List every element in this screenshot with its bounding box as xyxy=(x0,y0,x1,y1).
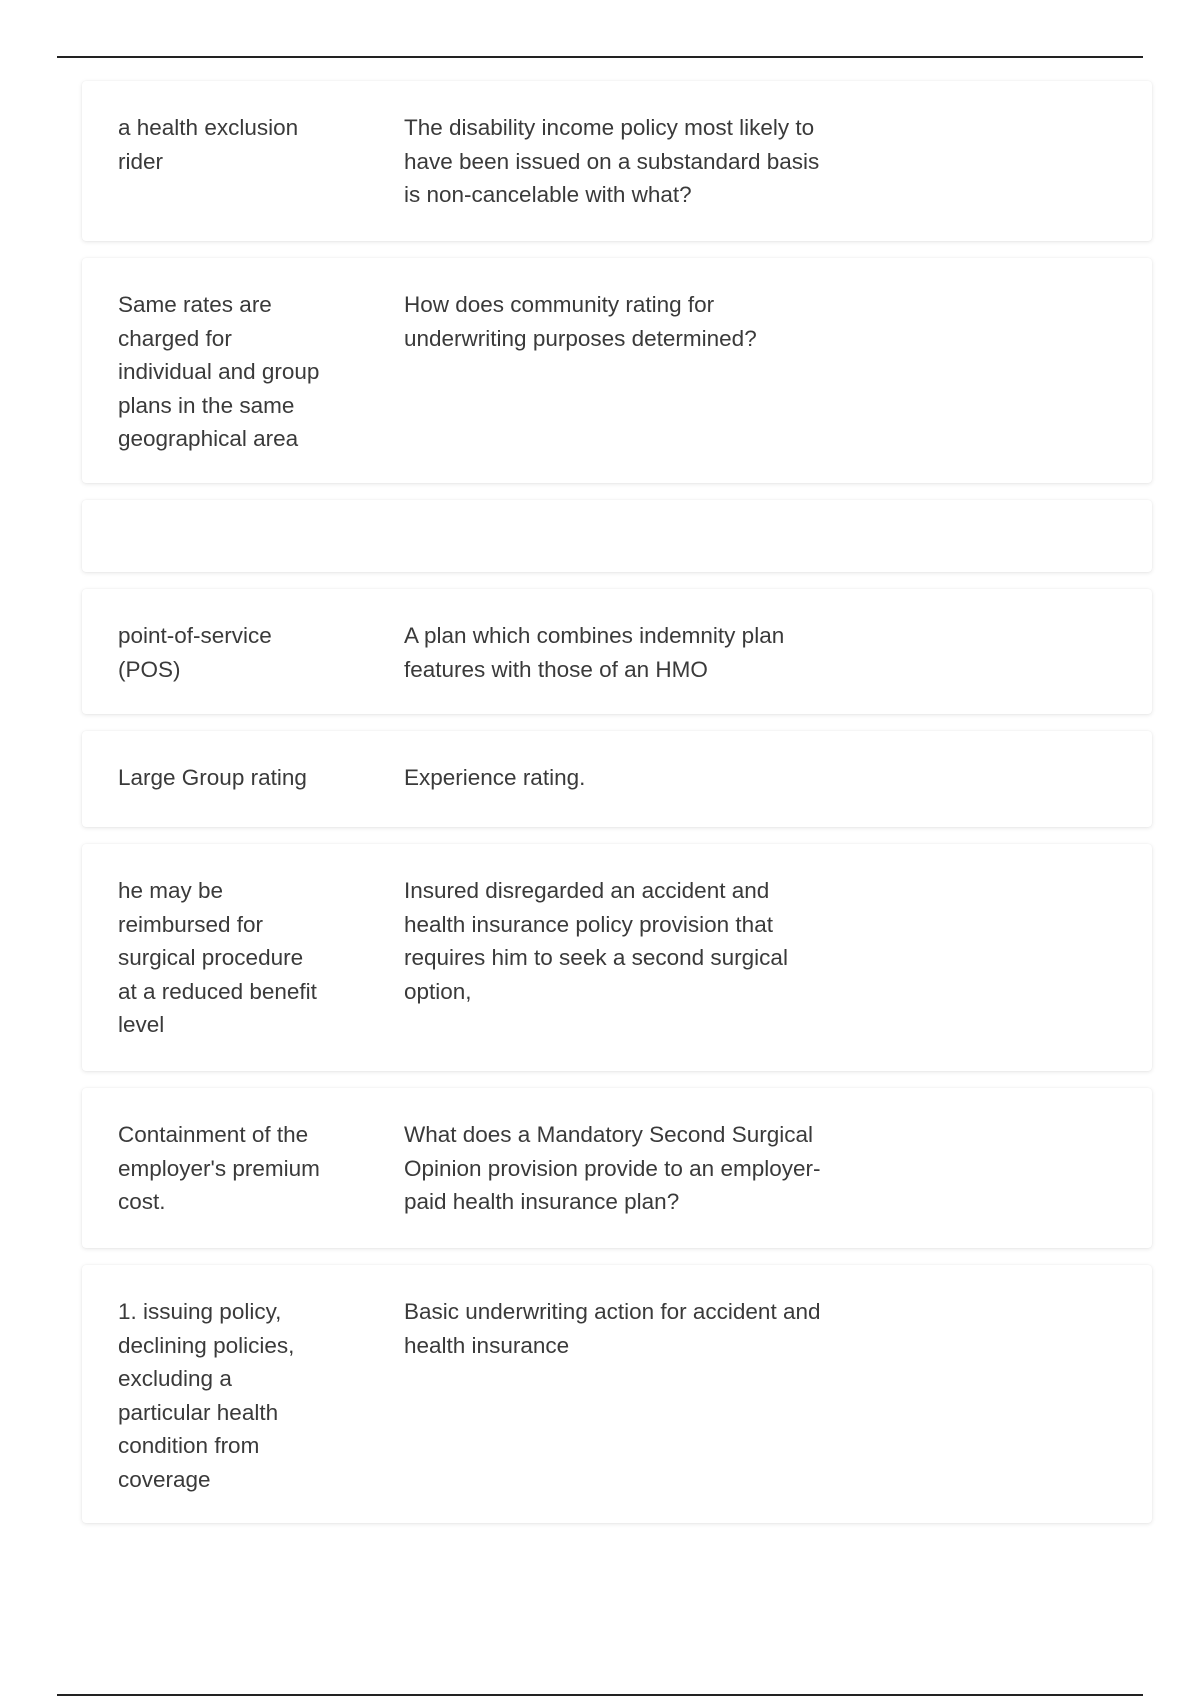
card-definition: What does a Mandatory Second Surgical Opinion provision provide to an employer- paid health insurance plan? xyxy=(404,1122,821,1214)
flashcard xyxy=(82,1088,1152,1248)
card-definition: Experience rating. xyxy=(404,765,586,790)
flashcard-list xyxy=(82,81,1152,1540)
card-term: point-of-service (POS) xyxy=(118,623,272,682)
flashcard xyxy=(82,500,1152,572)
flashcard xyxy=(82,589,1152,714)
card-term: a health exclusion rider xyxy=(118,115,299,174)
flashcard xyxy=(82,731,1152,827)
flashcard xyxy=(82,1265,1152,1523)
card-definition: A plan which combines indemnity plan features with those of an HMO xyxy=(404,623,785,682)
flashcard xyxy=(82,81,1152,241)
flashcard xyxy=(82,844,1152,1071)
card-term: Containment of the employer's premium cost. xyxy=(118,1122,320,1214)
card-term: Same rates are charged for individual and group plans in the same geographical area xyxy=(118,292,320,451)
card-term: 1. issuing policy, declining policies, excluding a particular health condition from coverage xyxy=(118,1299,295,1492)
top-divider xyxy=(57,56,1143,58)
flashcard xyxy=(82,258,1152,483)
card-term: Large Group rating xyxy=(118,765,307,790)
card-definition: The disability income policy most likely to have been issued on a substandard basis is non-cancelable with what? xyxy=(404,115,820,207)
card-term: he may be reimbursed for surgical procedure at a reduced benefit level xyxy=(118,878,317,1037)
card-definition: How does community rating for underwriting purposes determined? xyxy=(404,292,757,351)
bottom-divider xyxy=(57,1694,1143,1696)
card-definition: Insured disregarded an accident and health insurance policy provision that requires him to seek a second surgical option, xyxy=(404,878,788,1004)
card-definition: Basic underwriting action for accident and health insurance xyxy=(404,1299,821,1358)
